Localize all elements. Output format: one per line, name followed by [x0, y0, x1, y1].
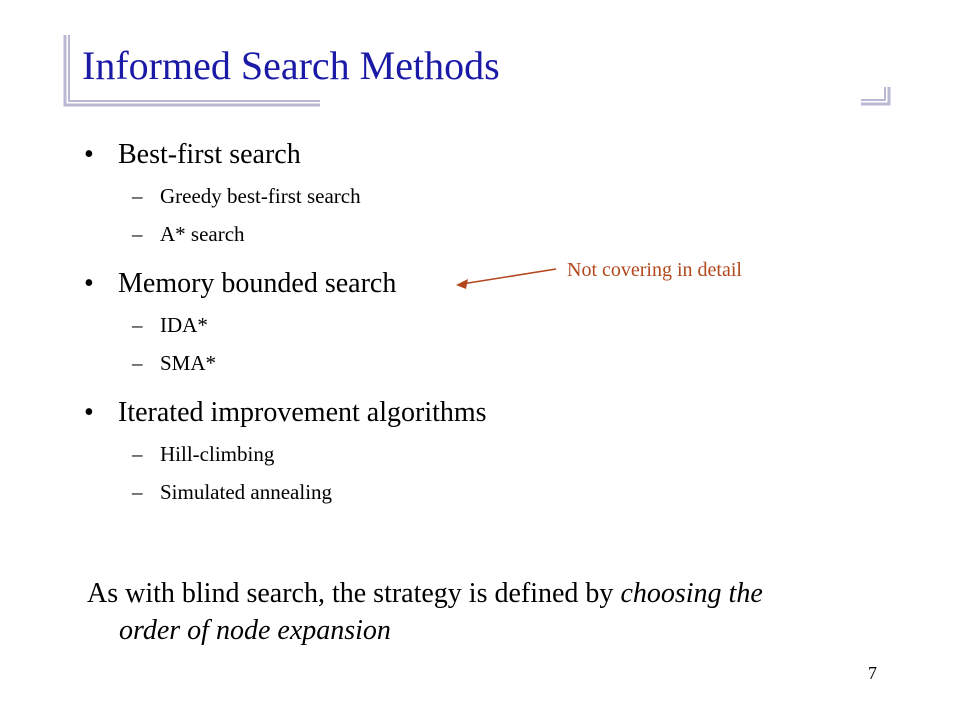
sub-bullet-item	[132, 184, 361, 209]
bullet-glyph: •	[84, 397, 94, 428]
dash-glyph: –	[132, 184, 143, 208]
sub-bullet-item	[132, 313, 208, 338]
sub-bullet-item	[132, 442, 275, 467]
closing-line-1	[87, 575, 887, 612]
sub-bullet-item	[132, 480, 333, 505]
bullet-glyph: •	[84, 139, 94, 170]
page-number: 7	[868, 663, 877, 683]
dash-glyph: –	[132, 313, 143, 337]
bullet-label: Best-first search	[118, 139, 301, 170]
bullet-item	[84, 268, 397, 300]
dash-glyph: –	[132, 351, 143, 375]
bullet-item	[84, 397, 487, 429]
sub-bullet-label: A* search	[160, 222, 245, 246]
sub-bullet-label: Hill-climbing	[160, 442, 275, 466]
annotation-arrow	[448, 266, 568, 296]
sub-bullet-item	[132, 351, 217, 376]
closing-plain-text: As with blind search, the strategy is defined by	[87, 578, 621, 609]
closing-emphasis-2: order of node expansion	[119, 615, 391, 646]
bullet-label: Iterated improvement algorithms	[118, 397, 487, 428]
sub-bullet-label: IDA*	[160, 313, 208, 337]
bullet-item	[84, 139, 301, 171]
sub-bullet-label: Simulated annealing	[160, 480, 333, 504]
bullet-label: Memory bounded search	[118, 268, 397, 299]
dash-glyph: –	[132, 222, 143, 246]
dash-glyph: –	[132, 480, 143, 504]
closing-emphasis-1: choosing the	[620, 578, 763, 609]
annotation-note: Not covering in detail	[567, 259, 742, 281]
sub-bullet-label: SMA*	[160, 351, 217, 375]
slide-title: Informed Search Methods	[82, 43, 500, 88]
dash-glyph: –	[132, 442, 143, 466]
sub-bullet-label: Greedy best-first search	[160, 184, 361, 208]
sub-bullet-item	[132, 222, 245, 247]
closing-statement	[87, 575, 887, 649]
bullet-glyph: •	[84, 268, 94, 299]
